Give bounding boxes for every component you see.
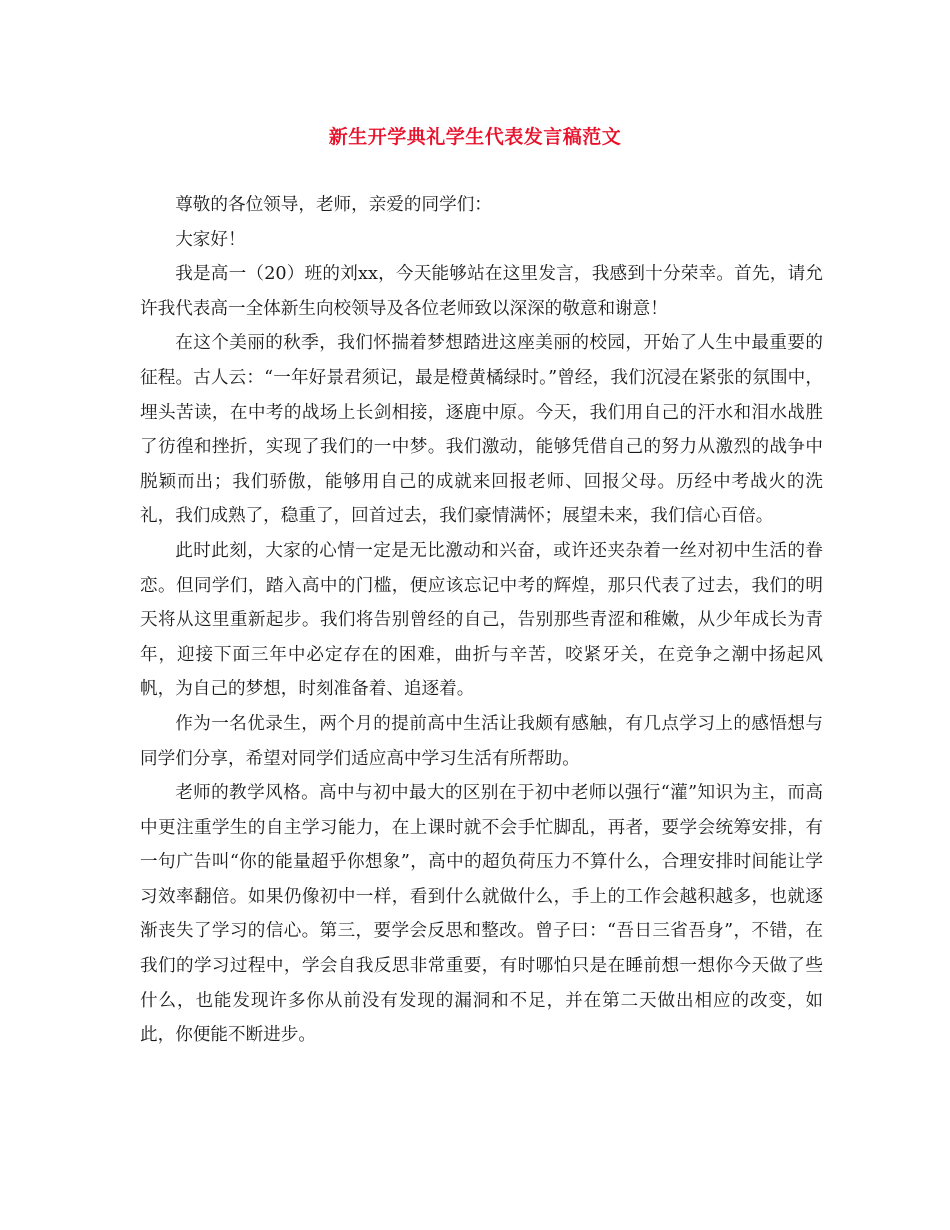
body-paragraph: 在这个美丽的秋季，我们怀揣着梦想踏进这座美丽的校园，开始了人生中最重要的征程。古人云：“一年好景君须记，最是橙黄橘绿时。”曾经，我们沉浸在紧张的氛围中，埋头苦读，在中考的战场上长剑相接，逐鹿中原。今天，我们用自己的汗水和泪水战胜了彷徨和挫折，实现了我们的一中梦。我们激动，能够凭借自己的努力从激烈的战争中脱颖而出；我们骄傲，能够用自己的成就来回报老师、回报父母。历经中考战火的洗礼，我们成熟了，稳重了，回首过去，我们豪情满怀；展望未来，我们信心百倍。 <box>140 333 823 527</box>
body-paragraph: 老师的教学风格。高中与初中最大的区别在于初中老师以强行“灌”知识为主，而高中更注重学生的自主学习能力，在上课时就不会手忙脚乱，再者，要学会统筹安排，有一句广告叫“你的能量超乎你想象”，高中的超负荷压力不算什么，合理安排时间能让学习效率翻倍。如果仍像初中一样，看到什么就做什么，手上的工作会越积越多，也就逐渐丧失了学习的信心。第三，要学会反思和整改。曾子曰：“吾日三省吾身”，不错，在我们的学习过程中，学会自我反思非常重要，有时哪怕只是在睡前想一想你今天做了些什么，也能发现许多你从前没有发现的漏洞和不足，并在第二天做出相应的改变，如此，你便能不断进步。 <box>140 783 823 1046</box>
body-paragraph: 我是高一（20）班的刘xx，今天能够站在这里发言，我感到十分荣幸。首先，请允许我代表高一全体新生向校领导及各位老师致以深深的敬意和谢意！ <box>140 264 823 319</box>
body-paragraph: 作为一名优录生，两个月的提前高中生活让我颇有感触，有几点学习上的感悟想与同学们分享，希望对同学们适应高中学习生活有所帮助。 <box>140 713 823 769</box>
document-title: 新生开学典礼学生代表发言稿范文 <box>328 126 622 148</box>
salutation: 尊敬的各位领导，老师，亲爱的同学们： <box>175 195 492 215</box>
body-paragraph: 此时此刻，大家的心情一定是无比激动和兴奋，或许还夹杂着一丝对初中生活的眷恋。但同学们，踏入高中的门槛，便应该忘记中考的辉煌，那只代表了过去，我们的明天将从这里重新起步。我们将告别曾经的自己，告别那些青涩和稚嫩，从少年成长为青年，迎接下面三年中必定存在的困难，曲折与辛苦，咬紧牙关，在竞争之潮中扬起风帆，为自己的梦想，时刻准备着、追逐着。 <box>140 540 823 700</box>
document-body <box>140 188 823 1053</box>
greeting: 大家好！ <box>175 229 246 250</box>
